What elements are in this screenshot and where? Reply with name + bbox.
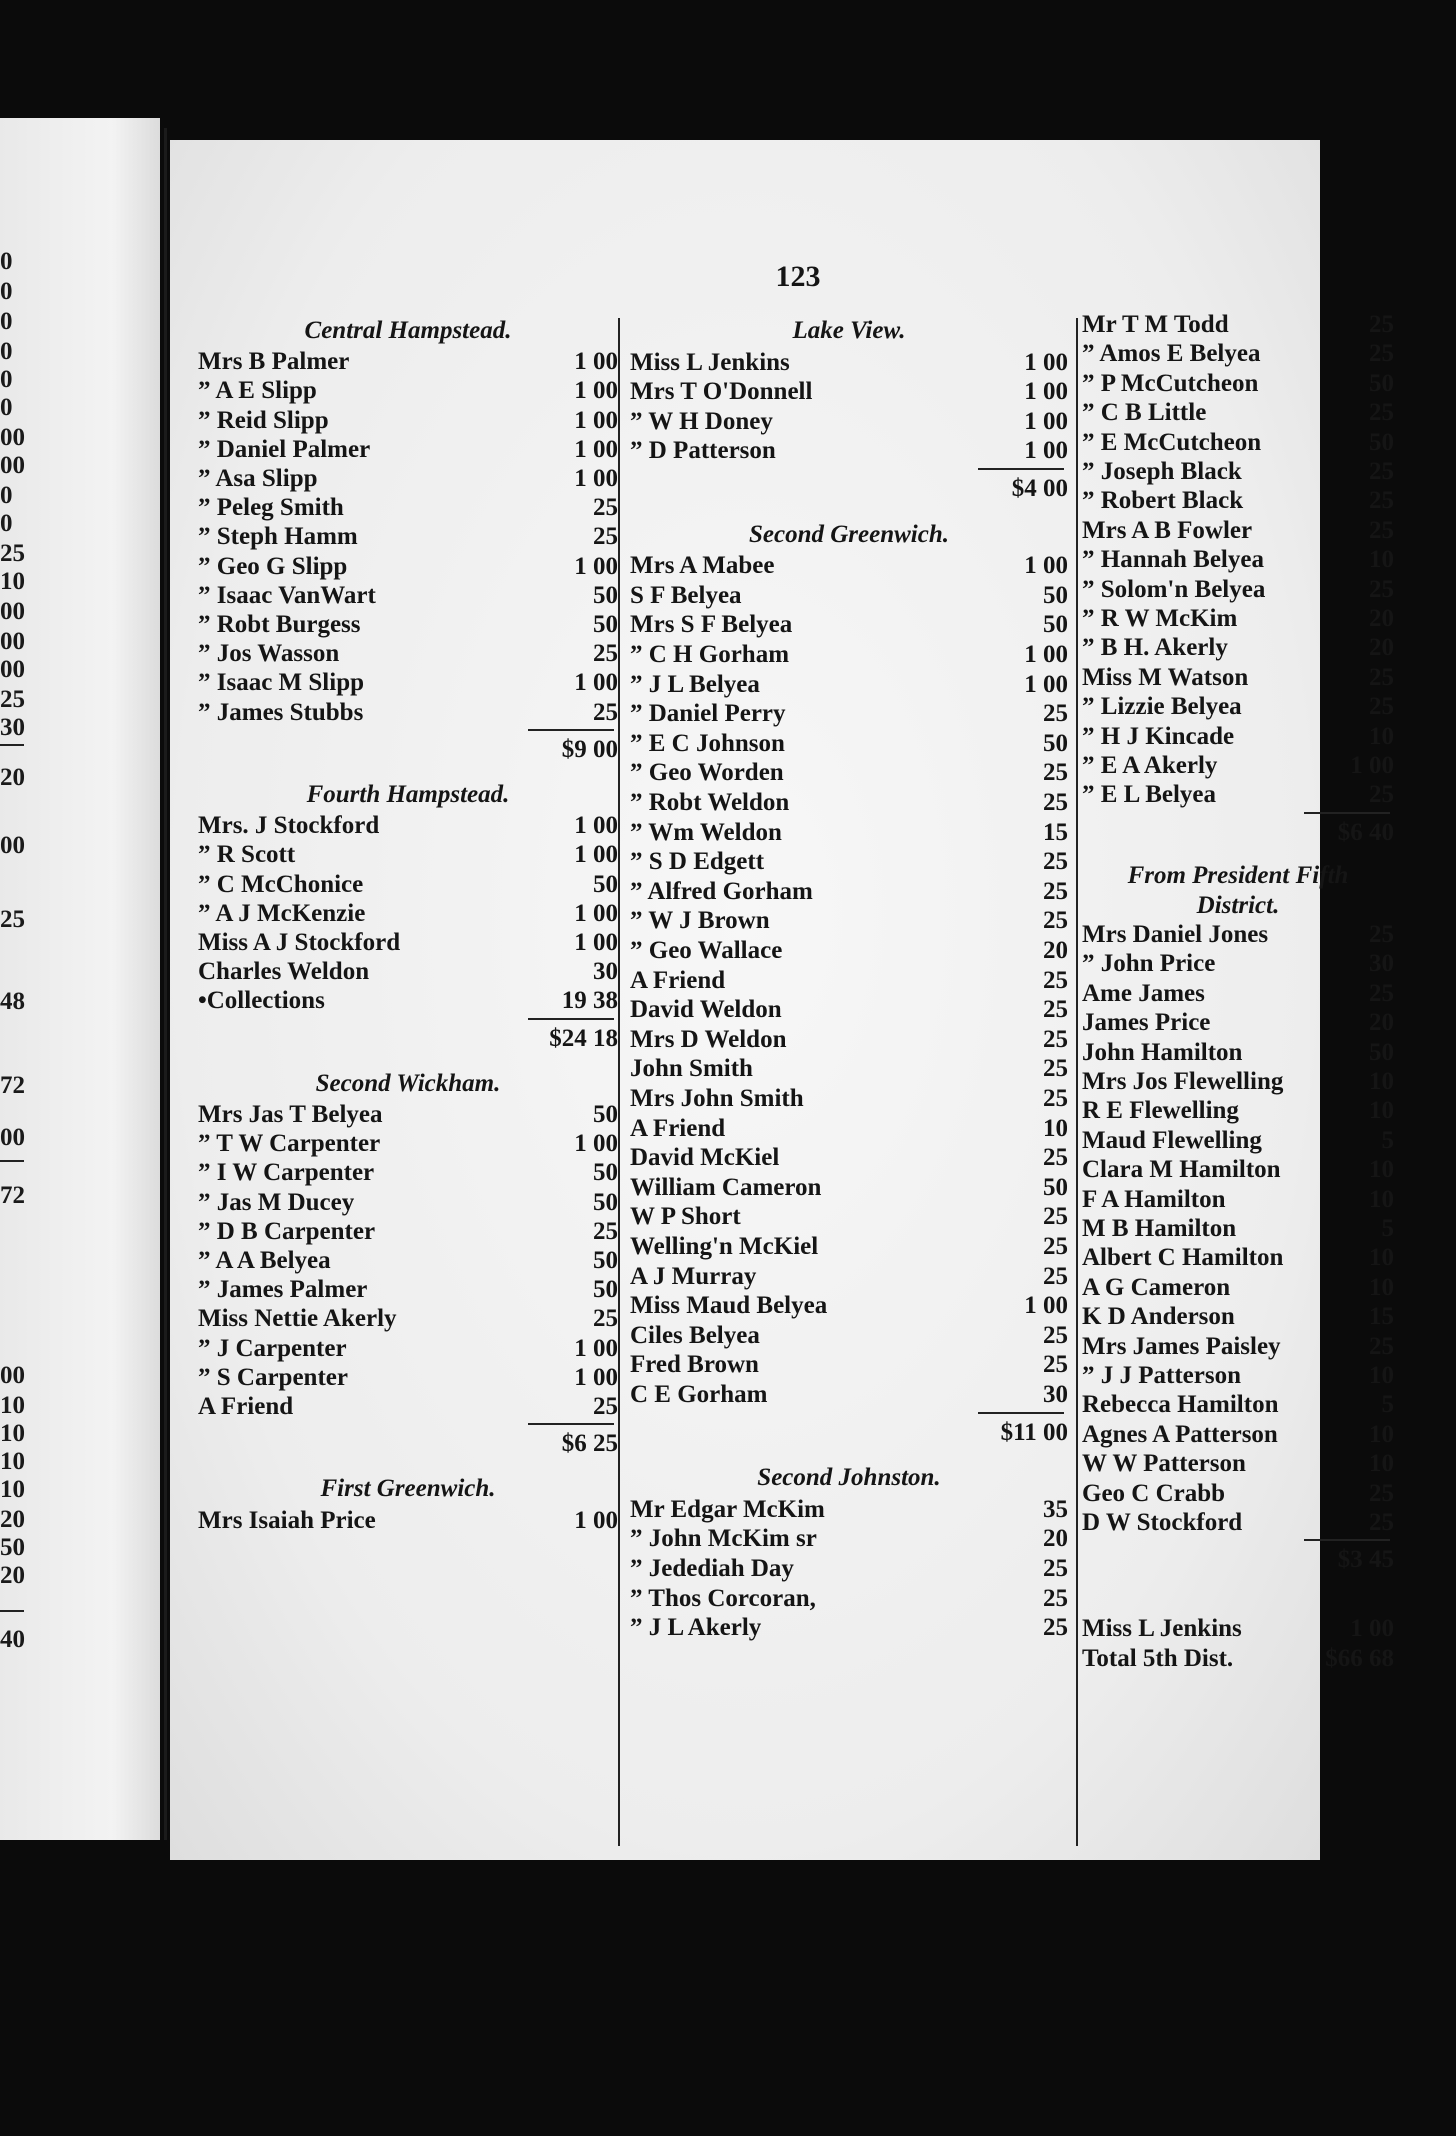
contribution-amount: 25 <box>1369 487 1394 515</box>
contributor-name: ” C H Gorham <box>630 641 790 668</box>
contributor-name: Mrs A B Fowler <box>1082 516 1253 544</box>
contributor-name: Ciles Belyea <box>630 1321 760 1349</box>
contributor-name: ” J Carpenter <box>198 1334 347 1362</box>
contributor-name: K D Anderson <box>1082 1303 1235 1331</box>
left-page-edge-rule <box>0 1610 24 1612</box>
contribution-amount: 1 00 <box>1024 552 1068 580</box>
left-page-edge-number: 00 <box>0 656 25 683</box>
contributor-name: Mrs John Smith <box>630 1085 804 1112</box>
contributor-name: Total 5th Dist. <box>1082 1644 1234 1672</box>
contributor-name: Mrs Daniel Jones <box>1082 921 1269 948</box>
contribution-amount: 20 <box>1369 605 1394 632</box>
contributor-name: Mrs T O'Donnell <box>630 378 813 406</box>
left-page-edge-number: 0 <box>0 278 13 305</box>
section-heading: Second Wickham. <box>315 1069 501 1097</box>
contribution-amount: 25 <box>1043 700 1068 728</box>
contribution-amount: 1 00 <box>574 899 618 927</box>
contributor-name: W P Short <box>630 1203 741 1231</box>
contributor-name: •Collections <box>198 987 325 1015</box>
contribution-amount: 50 <box>593 581 618 609</box>
contributor-name: ” A E Slipp <box>198 377 317 405</box>
left-page-edge-rule <box>0 744 24 746</box>
contribution-amount: 1 00 <box>1024 407 1068 435</box>
left-page-edge-number: 40 <box>0 1626 25 1653</box>
contributor-name: ” Lizzie Belyea <box>1082 693 1242 721</box>
contributor-name: ” I W Carpenter <box>198 1159 375 1187</box>
contribution-amount: 25 <box>1369 663 1394 691</box>
contribution-amount: 20 <box>1043 937 1068 964</box>
left-page-edge-number: 00 <box>0 424 25 451</box>
contributor-name: ” Peleg Smith <box>198 494 344 522</box>
left-page-edge-number: 25 <box>0 540 25 567</box>
contribution-amount: 50 <box>593 870 618 898</box>
contributor-name: ” S Carpenter <box>198 1363 348 1391</box>
contribution-amount: 1 00 <box>574 377 618 405</box>
contribution-amount: 10 <box>1369 546 1394 574</box>
contributor-name: W W Patterson <box>1082 1450 1246 1478</box>
contributor-name: Charles Weldon <box>198 958 370 986</box>
contributor-name: ” Daniel Palmer <box>198 435 371 463</box>
contribution-amount: 1 00 <box>574 1363 618 1391</box>
contribution-amount: 1 00 <box>574 1130 618 1158</box>
total-rule <box>1304 1539 1390 1541</box>
contribution-amount: 25 <box>1369 979 1394 1007</box>
contribution-amount: 1 00 <box>1024 1292 1068 1320</box>
left-page-edge-number: 20 <box>0 1562 25 1589</box>
contributor-name: Rebecca Hamilton <box>1082 1391 1279 1419</box>
contributor-name: A Friend <box>198 1393 294 1420</box>
left-page-edge-number: 00 <box>0 452 25 479</box>
contribution-amount: 25 <box>1369 921 1394 948</box>
left-page-edge-rule <box>0 1160 24 1162</box>
left-page-edge-number: 30 <box>0 714 25 741</box>
contributor-name: Mrs Jos Flewelling <box>1082 1068 1284 1095</box>
contribution-amount: 25 <box>593 523 618 551</box>
contribution-amount: 50 <box>1043 611 1068 639</box>
contributor-name: ” Geo G Slipp <box>198 552 348 580</box>
contribution-amount: 35 <box>1043 1495 1068 1523</box>
contribution-amount: 25 <box>1043 1144 1068 1172</box>
contribution-amount: 25 <box>1043 1085 1068 1112</box>
left-page-edge-number: 10 <box>0 1476 25 1503</box>
contributor-name: ” Geo Worden <box>630 759 784 787</box>
contributor-name: Mr T M Todd <box>1082 311 1229 338</box>
contributor-name: ” E L Belyea <box>1082 781 1217 809</box>
contributor-name: ” Wm Weldon <box>630 818 782 846</box>
contributor-name: A Friend <box>630 1114 726 1142</box>
contribution-amount: 1 00 <box>1024 378 1068 406</box>
contributor-name: David Weldon <box>630 996 782 1024</box>
section-heading: Second Johnston. <box>757 1464 941 1492</box>
contribution-amount: 25 <box>1369 1509 1394 1536</box>
contributor-name: Mrs James Paisley <box>1082 1332 1281 1360</box>
left-page-edge <box>0 118 160 1840</box>
left-page-edge-number: 50 <box>0 1534 25 1561</box>
contribution-amount: 10 <box>1369 1450 1394 1478</box>
contributor-name: ” James Palmer <box>198 1276 368 1304</box>
contributor-name: ” Hannah Belyea <box>1082 546 1264 574</box>
contribution-amount: 25 <box>1369 399 1394 427</box>
contribution-amount: 10 <box>1369 1420 1394 1448</box>
contribution-amount: 25 <box>1043 848 1068 876</box>
contribution-amount: 1 00 <box>574 1506 618 1534</box>
section-heading: Central Hampstead. <box>304 317 512 344</box>
left-page-edge-number: 0 <box>0 510 13 537</box>
contribution-amount: 25 <box>1043 966 1068 994</box>
contribution-amount: 25 <box>1369 311 1394 338</box>
contribution-amount: 10 <box>1369 1097 1394 1125</box>
contribution-amount: 25 <box>593 1217 618 1245</box>
contributor-name: Miss L Jenkins <box>1082 1615 1242 1643</box>
contributor-name: Mrs S F Belyea <box>630 611 793 639</box>
contribution-amount: 25 <box>1369 458 1394 485</box>
contribution-amount: 1 00 <box>574 669 618 697</box>
contributor-name: William Cameron <box>630 1173 822 1201</box>
left-page-edge-number: 0 <box>0 308 13 335</box>
section-heading: Fourth Hampstead. <box>306 781 510 808</box>
contribution-amount: 1 00 <box>1350 752 1394 779</box>
contribution-amount: 10 <box>1369 722 1394 750</box>
contributor-name: ” Geo Wallace <box>630 937 783 964</box>
contributor-name: ” John McKim sr <box>630 1525 817 1553</box>
total-amount: $24 18 <box>549 1024 618 1052</box>
contribution-amount: 10 <box>1369 1273 1394 1301</box>
contribution-amount: 50 <box>1369 428 1394 456</box>
left-page-edge-number: 25 <box>0 686 25 713</box>
left-page-edge-number: 10 <box>0 1420 25 1447</box>
contribution-amount: 5 <box>1381 1391 1394 1419</box>
contribution-amount: 19 38 <box>561 987 618 1015</box>
contribution-amount: 25 <box>1043 1055 1068 1083</box>
contributor-name: A J Murray <box>630 1262 757 1290</box>
contribution-amount: 25 <box>593 640 618 668</box>
contribution-amount: 25 <box>1369 516 1394 544</box>
contribution-amount: 25 <box>593 494 618 522</box>
contributor-name: ” J L Belyea <box>630 670 760 698</box>
left-page-edge-number: 10 <box>0 568 25 595</box>
page <box>170 140 1394 1860</box>
contribution-amount: 50 <box>1369 369 1394 397</box>
contribution-amount: 25 <box>1369 1479 1394 1507</box>
contributor-name: ” J J Patterson <box>1082 1362 1241 1389</box>
left-page-edge-number: 25 <box>0 906 25 933</box>
total-rule <box>978 1412 1064 1414</box>
contribution-amount: 10 <box>1043 1114 1068 1142</box>
section-heading: Lake View. <box>792 317 906 344</box>
left-page-edge-number: 48 <box>0 988 25 1015</box>
contribution-amount: 10 <box>1369 1068 1394 1095</box>
contributor-name: Mr Edgar McKim <box>630 1495 825 1523</box>
contribution-amount: 1 00 <box>574 435 618 463</box>
contribution-amount: 25 <box>1369 1332 1394 1360</box>
contribution-amount: 50 <box>593 1101 618 1128</box>
section-heading: From President Fifth <box>1127 862 1349 890</box>
contributor-name: ” C McChonice <box>198 870 364 898</box>
contributor-name: ” E A Akerly <box>1082 752 1218 779</box>
total-rule <box>528 1423 614 1425</box>
left-page-edge-number: 0 <box>0 394 13 421</box>
contributor-name: ” Jedediah Day <box>630 1555 794 1582</box>
contribution-amount: 30 <box>593 958 618 986</box>
contribution-amount: 1 00 <box>574 348 618 376</box>
contribution-amount: 1 00 <box>574 841 618 869</box>
total-amount: $9 00 <box>561 735 618 763</box>
contributor-name: ” Jas M Ducey <box>198 1188 355 1216</box>
contribution-amount: 50 <box>1043 581 1068 609</box>
contribution-amount: 25 <box>1369 340 1394 368</box>
contributor-name: M B Hamilton <box>1082 1215 1237 1242</box>
contributor-name: Maud Flewelling <box>1082 1126 1262 1154</box>
contribution-amount: 20 <box>1369 634 1394 662</box>
contributor-name: David McKiel <box>630 1144 780 1172</box>
section-heading: First Greenwich. <box>320 1475 496 1503</box>
contributor-name: Albert C Hamilton <box>1082 1244 1284 1272</box>
contribution-amount: 25 <box>593 1305 618 1333</box>
section-heading: District. <box>1196 891 1280 919</box>
contribution-amount: $66 68 <box>1325 1644 1394 1672</box>
gutter-line <box>164 128 167 1840</box>
contribution-amount: 25 <box>1369 575 1394 603</box>
left-page-edge-number: 10 <box>0 1448 25 1475</box>
contribution-amount: 25 <box>1043 1555 1068 1582</box>
contribution-amount: 50 <box>593 1247 618 1274</box>
left-page-edge-number: 72 <box>0 1182 25 1209</box>
contributor-name: Mrs D Weldon <box>630 1025 787 1053</box>
contributor-name: ” J L Akerly <box>630 1614 762 1642</box>
contributor-name: ” Alfred Gorham <box>630 877 813 905</box>
contributor-name: ” Robert Black <box>1082 487 1244 515</box>
contribution-amount: 30 <box>1043 1381 1068 1408</box>
total-rule <box>528 729 614 731</box>
contribution-amount: 1 00 <box>574 406 618 434</box>
contribution-amount: 1 00 <box>1024 437 1068 465</box>
left-page-edge-number: 20 <box>0 1506 25 1533</box>
total-amount: $4 00 <box>1011 475 1068 502</box>
contribution-amount: 25 <box>1369 693 1394 721</box>
contribution-amount: 5 <box>1381 1215 1394 1242</box>
total-amount: $6 25 <box>561 1430 618 1458</box>
contribution-amount: 10 <box>1369 1244 1394 1272</box>
contributor-name: ” W H Doney <box>630 407 773 435</box>
contribution-amount: 50 <box>593 1276 618 1304</box>
contribution-amount: 25 <box>1043 1233 1068 1260</box>
contributor-name: C E Gorham <box>630 1381 768 1408</box>
contribution-amount: 25 <box>1043 1614 1068 1642</box>
contribution-amount: 1 00 <box>574 812 618 840</box>
section-heading: Second Greenwich. <box>749 520 949 548</box>
total-rule <box>528 1018 614 1020</box>
total-amount: $3 45 <box>1337 1546 1394 1574</box>
contributor-name: ” Jos Wasson <box>198 640 340 668</box>
contributor-name: ” D Patterson <box>630 437 776 465</box>
total-rule <box>978 468 1064 470</box>
contributor-name: Fred Brown <box>630 1351 759 1379</box>
contribution-amount: 10 <box>1369 1156 1394 1184</box>
total-rule <box>1304 812 1390 814</box>
contributor-name: R E Flewelling <box>1082 1097 1239 1125</box>
contributor-name: ” D B Carpenter <box>198 1217 376 1245</box>
contribution-amount: 5 <box>1381 1126 1394 1154</box>
contributor-name: ” Steph Hamm <box>198 523 358 551</box>
page-number: 123 <box>775 260 821 293</box>
contribution-amount: 25 <box>1043 1025 1068 1053</box>
left-page-edge-number: 20 <box>0 764 25 791</box>
left-page-edge-number: 72 <box>0 1072 25 1099</box>
left-page-edge-number: 00 <box>0 598 25 625</box>
contribution-amount: 1 00 <box>1024 641 1068 668</box>
contribution-amount: 50 <box>1043 729 1068 757</box>
contributor-name: Miss Nettie Akerly <box>198 1305 397 1333</box>
contributor-name: Geo C Crabb <box>1082 1479 1226 1507</box>
contributor-name: Ame James <box>1082 979 1205 1007</box>
contributor-name: Miss Maud Belyea <box>630 1292 828 1320</box>
left-page-edge-number: 0 <box>0 248 13 275</box>
contributor-name: Mrs B Palmer <box>198 348 350 376</box>
contribution-amount: 1 00 <box>1024 348 1068 376</box>
left-page-edge-number: 0 <box>0 482 13 509</box>
contribution-amount: 25 <box>1043 789 1068 816</box>
contributor-name: John Smith <box>630 1055 753 1083</box>
left-page-edge-number: 00 <box>0 832 25 859</box>
contribution-amount: 25 <box>1043 1262 1068 1290</box>
contributor-name: ” Solom'n Belyea <box>1082 575 1266 603</box>
contribution-amount: 25 <box>1043 1203 1068 1231</box>
contributor-name: Mrs Isaiah Price <box>198 1506 376 1534</box>
contribution-amount: 50 <box>1043 1173 1068 1201</box>
contribution-amount: 10 <box>1369 1185 1394 1213</box>
contributor-name: A G Cameron <box>1082 1273 1231 1301</box>
contributor-name: D W Stockford <box>1082 1509 1243 1536</box>
contribution-amount: 25 <box>1043 1584 1068 1612</box>
contributor-name: ” Joseph Black <box>1082 458 1242 485</box>
contribution-amount: 15 <box>1043 818 1068 846</box>
left-page-edge-number: 00 <box>0 628 25 655</box>
contribution-amount: 25 <box>1043 759 1068 787</box>
contribution-amount: 50 <box>1369 1038 1394 1066</box>
contribution-amount: 50 <box>593 1159 618 1187</box>
left-page-edge-number: 00 <box>0 1362 25 1389</box>
contribution-amount: 20 <box>1369 1009 1394 1037</box>
contributor-name: ” B H. Akerly <box>1082 634 1228 662</box>
contributor-name: Mrs Jas T Belyea <box>198 1101 383 1128</box>
contributor-name: ” James Stubbs <box>198 698 364 726</box>
contributor-name: Miss A J Stockford <box>198 929 401 956</box>
contributor-name: ” P McCutcheon <box>1082 369 1259 397</box>
contribution-amount: 1 00 <box>574 552 618 580</box>
contribution-amount: 25 <box>593 698 618 726</box>
column-divider-1 <box>618 318 620 1846</box>
column-divider-2 <box>1076 318 1078 1846</box>
total-amount: $11 00 <box>1000 1418 1068 1446</box>
contributor-name: Agnes A Patterson <box>1082 1420 1278 1448</box>
contributor-name: James Price <box>1082 1009 1211 1037</box>
left-page-edge-number: 0 <box>0 338 13 365</box>
contribution-amount: 30 <box>1369 950 1394 978</box>
contributor-name: ” Isaac M Slipp <box>198 669 365 697</box>
total-amount: $6 40 <box>1337 818 1394 846</box>
contributor-name: ” W J Brown <box>630 907 770 935</box>
left-page-edge-number: 10 <box>0 1392 25 1419</box>
contribution-amount: 1 00 <box>1024 670 1068 698</box>
contribution-amount: 25 <box>1043 877 1068 905</box>
contribution-amount: 1 00 <box>574 465 618 492</box>
left-page-edge-number: 0 <box>0 366 13 393</box>
contributor-name: ” Asa Slipp <box>198 465 318 492</box>
contribution-amount: 20 <box>1043 1525 1068 1553</box>
contributor-name: Welling'n McKiel <box>630 1233 819 1260</box>
contributor-name: A Friend <box>630 966 726 994</box>
contributor-name: Miss L Jenkins <box>630 348 790 376</box>
contribution-amount: 1 00 <box>574 929 618 956</box>
contributor-name: ” Robt Burgess <box>198 611 361 638</box>
contribution-amount: 15 <box>1369 1303 1394 1331</box>
contributor-name: ” Isaac VanWart <box>198 581 376 609</box>
contributor-name: Mrs A Mabee <box>630 552 775 580</box>
left-page-edge-number: 00 <box>0 1124 25 1151</box>
contributor-name: F A Hamilton <box>1082 1185 1226 1213</box>
contributor-name: ” H J Kincade <box>1082 722 1235 750</box>
contribution-amount: 10 <box>1369 1362 1394 1389</box>
contributor-name: Miss M Watson <box>1082 663 1249 691</box>
contributor-name: ” Daniel Perry <box>630 700 786 728</box>
contributor-name: Clara M Hamilton <box>1082 1156 1281 1184</box>
contribution-amount: 25 <box>1043 1351 1068 1379</box>
contributor-name: John Hamilton <box>1082 1038 1243 1066</box>
contributor-name: S F Belyea <box>630 581 742 609</box>
contributor-name: ” C B Little <box>1082 399 1207 427</box>
contribution-amount: 25 <box>1369 781 1394 809</box>
contribution-amount: 1 00 <box>1350 1615 1394 1643</box>
contribution-amount: 50 <box>593 611 618 638</box>
contribution-amount: 25 <box>1043 1321 1068 1349</box>
contributor-name: ” E C Johnson <box>630 729 785 757</box>
contributor-name: ” Reid Slipp <box>198 406 329 434</box>
contributor-name: ” A J McKenzie <box>198 899 366 927</box>
contributor-name: ” T W Carpenter <box>198 1130 381 1158</box>
contribution-amount: 25 <box>1043 996 1068 1024</box>
contributor-name: ” Thos Corcoran, <box>630 1584 816 1612</box>
contributor-name: ” Robt Weldon <box>630 789 790 816</box>
contributor-name: Mrs. J Stockford <box>198 812 380 840</box>
contributor-name: ” R W McKim <box>1082 605 1238 632</box>
contribution-amount: 25 <box>593 1393 618 1420</box>
contributor-name: ” R Scott <box>198 841 296 869</box>
contribution-amount: 25 <box>1043 907 1068 935</box>
contribution-amount: 50 <box>593 1188 618 1216</box>
contribution-amount: 1 00 <box>574 1334 618 1362</box>
contributor-name: ” S D Edgett <box>630 848 765 876</box>
contributor-name: ” Amos E Belyea <box>1082 340 1261 368</box>
contributor-name: ” A A Belyea <box>198 1247 331 1274</box>
contributor-name: ” E McCutcheon <box>1082 428 1262 456</box>
contributor-name: ” John Price <box>1082 950 1216 978</box>
